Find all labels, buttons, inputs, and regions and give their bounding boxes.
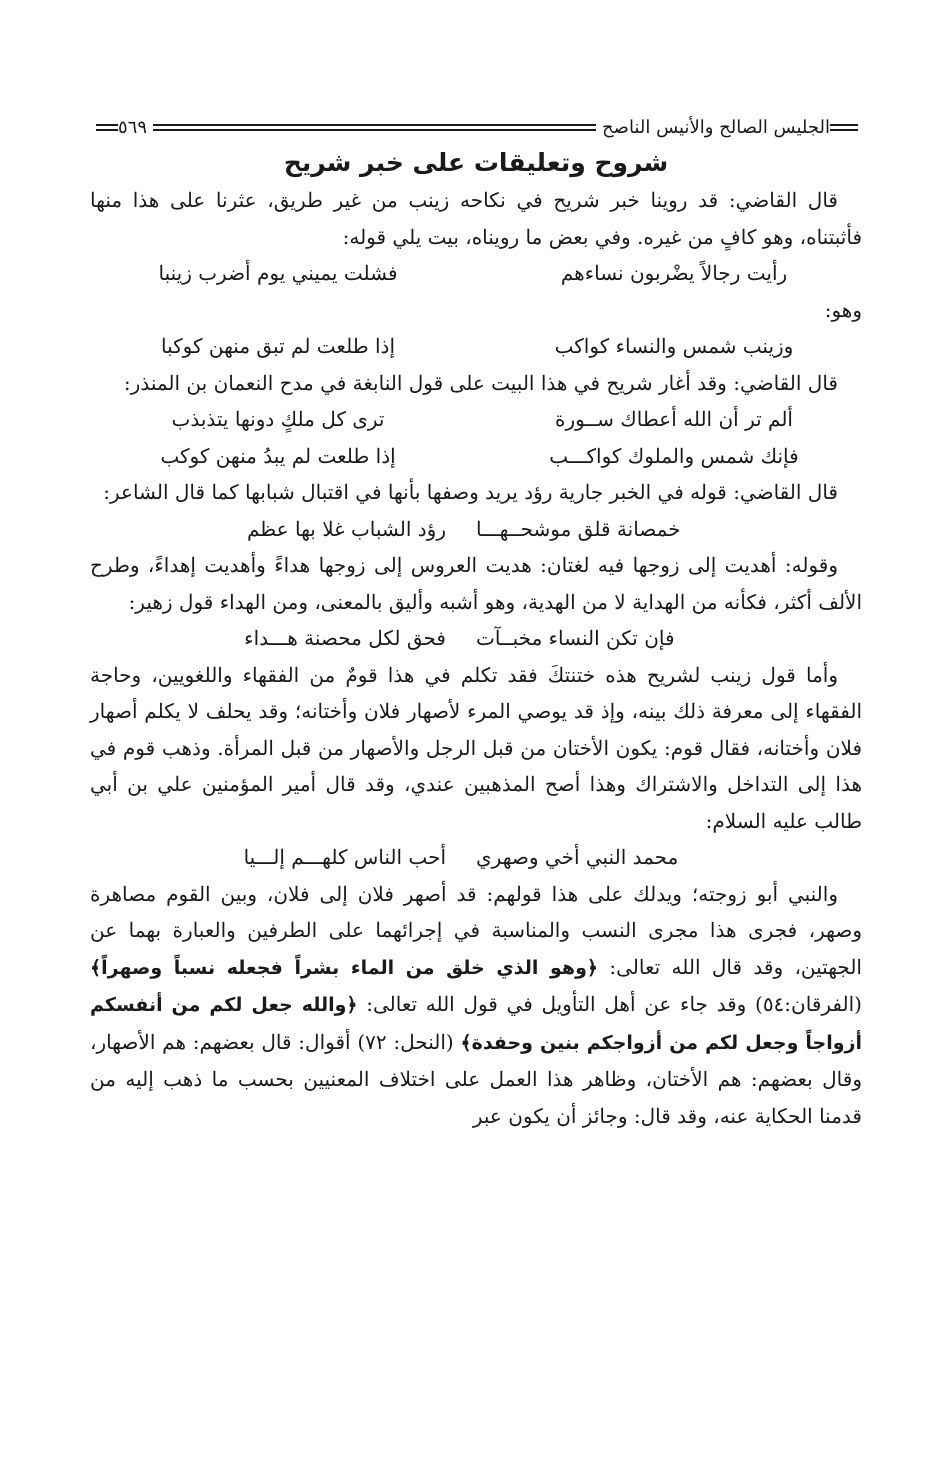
paragraph-text: (النحل: ٧٢) أقوال: قال بعضهم: هم الأصهار، وقال بعضهم: هم الأختان، وظاهر هذا العمل على اختلاف المعنيين بحسب ما ذهب إليه من قدمنا الحكاية عنه، وقد قال: وجائز أن يكون عبر [90,1029,862,1128]
page-number: ٥٦٩ [118,116,148,138]
verse-line [90,438,862,475]
header-rule-middle [153,124,596,131]
verse-line [90,401,862,438]
verse-line [90,255,862,292]
page [90,112,862,1134]
paragraph [90,876,862,1135]
verse-first-hemistich: فإنك شمس والملوك كواكـــب [549,443,799,468]
paragraph: قال القاضي: وقد أغار شريح في هذا البيت على قول النابغة في مدح النعمان بن المنذر: [123,370,838,395]
verse-second-hemistich: إذا طلعت لم تبق منهن كوكبا [160,334,395,358]
verse-first-hemistich: خمصانة قلق موشحــهـــا [476,516,681,541]
quran-quote: ﴿والله جعل لكم من أنفسكم أزواجاً وجعل لكم من أزواجكم بنين وحفدة﴾ [90,994,863,1054]
verse-first-hemistich: فإن تكن النساء مخبــآت [476,626,675,650]
header-rule-left [96,124,118,131]
book-title: الجليس الصالح والأنيس الناصح [602,116,830,138]
section-title: شروح وتعليقات على خبر شريح [283,148,669,177]
verse-second-hemistich: فشلت يميني يوم أضرب زينبا [158,261,398,285]
paragraph: قال القاضي: قد روينا خبر شريح في نكاحه زينب من غير طريق، عثرنا على هذا منها فأثبتناه، وهو كافٍ من غيره. وفي بعض ما رويناه، بيت يلي قوله: [90,188,862,249]
header-rule-right [830,124,858,131]
verse-second-hemistich: فحق لكل محصنة هـــداء [244,626,446,650]
paragraph-text: والنبي أبو زوجته؛ ويدلك على هذا قولهم: قد أصهر فلان إلى فلان، وبين القوم مصاهرة وصهر، فجرى هذا مجرى النسب والمناسبة في إجرائهما على الطرفين والعبارة بهما عن الجهتين، وقد قال الله تعالى: [90,881,862,979]
paragraph: وهو: [824,297,862,322]
running-header [90,112,862,142]
verse-first-hemistich: رأيت رجالاً يضْربون نساءهم [560,261,788,285]
verse-second-hemistich: رؤد الشباب غلا بها عظم [246,516,446,541]
verse-line [90,511,862,548]
verse-line [90,839,862,876]
verse-first-hemistich: ألم تر أن الله أعطاك ســورة [554,407,793,431]
verse-second-hemistich: إذا طلعت لم يبدُ منهن كوكب [160,443,396,468]
paragraph: قال القاضي: قوله في الخبر جارية رؤد يريد وصفها بأنها في اقتبال شبابها كما قال الشاعر: [103,480,838,504]
verse-line [90,620,862,657]
paragraph: وقوله: أهديت إلى زوجها فيه لغتان: هديت العروس إلى زوجها هداءً وأهديت إهداءً، وطرح الألف أكثر، فكأنه من الهداية لا من الهدية، وهو أشبه وأليق بالمعنى، ومن الهداء قول زهير: [90,553,862,614]
verse-line [90,328,862,365]
quran-quote: ﴿وهو الذي خلق من الماء بشراً فجعله نسباً وصهراً﴾ [90,956,599,979]
paragraph-text: (الفرقان:٥٤) وقد جاء عن أهل التأويل في قول الله تعالى: [357,992,862,1016]
verse-first-hemistich: محمد النبي أخي وصهري [476,845,679,869]
verse-first-hemistich: وزينب شمس والنساء كواكب [554,334,794,358]
verse-second-hemistich: أحب الناس كلهـــم إلـــيا [243,845,446,869]
paragraph: وأما قول زينب لشريح هذه ختنتكَ فقد تكلم في هذا قومٌ من الفقهاء واللغويين، وحاجة الفقهاء إلى معرفة ذلك بينه، وإذ قد يوصي المرء لأصهار فلان وأختانه؛ وقد يحلف لا يكلم أصهار فلان وأختانه، فقال قوم: يكون الأختان من قبل الرجل والأصهار من قبل المرأة. وذهب قوم في هذا إلى التداخل والاشتراك وهذا أصح المذهبين عندي، وقد قال أمير المؤمنين علي بن أبي طالب عليه السلام: [90,662,863,833]
verse-second-hemistich: ترى كل ملكٍ دونها يتذبذب [171,407,385,431]
